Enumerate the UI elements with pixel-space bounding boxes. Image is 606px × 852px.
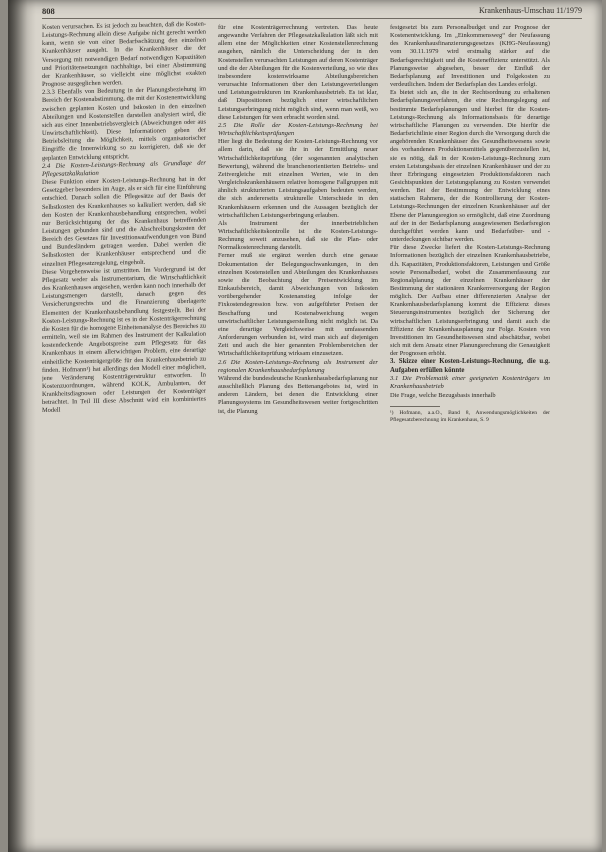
paragraph: Während die bundesdeutsche Krankenhausbedarfsplanung nur ausschließlich Planung des Bettenangebotes ist, wird in anderen Ländern, bei denen die Entwicklung einer Planungssystems im Gesundheitswesen weiter fortgeschritten ist, die Planung xyxy=(218,374,378,415)
paragraph: festgesetzt bis zum Personalbudget und zur Prognose der Kostenentwicklung. Im „Einkommensweg“ der Neufassung des Krankenhausfinanzierungsgesetzes (KHG-Neufassung) vom 30.11.1979 wird erstmalig stärker auf die Bedarfsgerechtigkeit und die Kosteneffizienz unterstützt. Als Planungsweise abgesehen, besser der Einfluß der Bedarfsplanung auf Investitionen und Folgekosten zu verdeutlichen. Indem der Bedarfsplan des Landes erfolgt. xyxy=(390,24,550,89)
section-heading: 2.5 Die Rolle der Kosten-Leistungs-Rechnung bei Wirtschaftlichkeitsprüfungen xyxy=(218,121,378,138)
paragraph: Die Frage, welche Bezugsbasis innerhalb xyxy=(390,391,496,399)
section-heading: 2.6 Die Kosten-Leistungs-Rechnung als Instrument der regionalen Krankenhausbedarfsplanung xyxy=(218,358,378,374)
paragraph: Hier liegt die Bedeutung der Kosten-Leistungs-Rechnung vor allem darin, daß sie ihr in der Ermittlung neuer Wirtschaftlichkeitsprüfung (der sogenannten analytischen Bewertung), während die branchenorientierten Betriebs- und Zeitvergleiche mit einzelnen Werten, wie in den Vergleichskrankenhäusern relative homogene Fallgruppen mit ähnlich strukturierten Leistungsaufgaben bedeuten werden, die sich andererseits strukturelle Unterschiede in den Krankenhäusern erkennen und die Aussagen bezüglich der wirtschaftlichen Leistungserbringung erlauben. xyxy=(218,138,378,219)
footnote-rule xyxy=(390,406,440,407)
paragraph: Diese Vorgehensweise ist umstritten. Im Vordergrund ist der Pflegesatz weder als Instrumentarium, die Wirtschaftlichkeit des Krankenhauses angesehen, werden kann noch innerhalb der Leistungsmengen darstellt, danach gegen des Versicherungsrechts und die Finanzierung überlagerte Elementen der Krankenhausbehandlung festgestellt. Bei der Kosten-Leistungs-Rechnung ist es in der Kostenträgerrechnung die Kosten für die homogene Einheitenanalyse des Bereiches zu ermitteln, weil sie im Rahmen des Instrument der Kalkulation kostendeckende Angebotspreise zum Pflegesatz für das Krankenhaus in einem allerwichtigen Problem, eine derartige einheitliche Kostenträgergröße für den Krankenhausbetrieb zu finden. Hofmann¹) hat allerdings den Modell einer möglichen, jene Veränderung Kostenträgerstruktur entworfen. In Kostenzuordnungen, während KOLK, Ambulanten, der Krankheitsdiagnosen oder Leistungen der Kostenträger betrachtet. In Teil III diese Abschnitt wird ein kombiniertes Modell xyxy=(42,265,206,415)
text-column-2 xyxy=(218,24,378,830)
text-column-1 xyxy=(42,21,206,830)
running-head: Krankenhaus-Umschau 11/1979 xyxy=(478,6,582,15)
paragraph: für eine Kostenträgerrechnung vertreten. Das heute angewandte Verfahren der Pflegesatzkalkulation läßt sich mit allem eine der Möglichkeiten einer Kostenstellenrechnung ausgehen, nämlich die Unterscheidung der in den Kostenstellen verursachten Leistungen auf deren Kostenträger und die der Abteilungen für die Kostenverteilung, so wie dies insbesondere kostenwirksame Abteilungsbereichen verursachte Informationen über den Leistungsverteilungen und Leistungsstrukturen im Krankenhausbetrieb. Es ist klar, daß Dispositionen bezüglich einer wirtschaftlichen Leistungserbringung nicht möglich sind, wenn man weiß, wo diese Leistungen für wen erbracht worden sind. xyxy=(218,24,378,121)
header-rule xyxy=(42,18,582,19)
text-column-3 xyxy=(390,24,550,830)
book-page xyxy=(8,0,602,852)
chapter-heading: 3. Skizze einer Kosten-Leistungs-Rechnung, die u.g. Aufgaben erfüllen könnte xyxy=(390,358,550,374)
paragraph: Diese Funktion einer Kosten-Leistungs-Rechnung hat in der Gesetzgeber besonders im Auge, als er sich für eine Einführung entschied. Danach sollen die Pflegesätze auf der Basis der Selbstkosten des Krankenhauses so kalkuliert werden, daß sie den Kosten der Krankenhausbehandlung entsprechen, wobei nur Berücksichtigung der das Krankenhaus betreffenden Leistungen gebunden sind und die Abschreibungskosten der Bereich des Gesetzes für Investitionsaufwendungen von Bund und Bundesländern getragen werden. Dabei werden die Selbstkosten der Krankenhäuser entsprechend und die einzelnen Pflegesatzregelung, eingeholt. xyxy=(42,175,206,268)
paragraph: Als Instrument der innerbetrieblichen Wirtschaftlichkeitskontrolle ist die Kosten-Leistungs-Rechnung soweit anzusehen, daß sie die Plan- oder Normalkostenrechnung darstellt. xyxy=(218,219,378,252)
footnote: ¹) Hofmann, a.a.O., Band 8, Anwendungsmöglichkeiten der Pflegesatzberechnung im Krankenhaus, S. 9 xyxy=(390,409,550,423)
paragraph: Kosten verursachen. Es ist jedoch zu beachten, daß die Kosten-Leistungs-Rechnung allein diese Aufgabe nicht gerecht werden kann, wenn sie von einer Bedarfsschätzung den einzelnen Krankenhäuser ausgeht. In die Krankenhäuser die der Versorgung mit notwendigen Bedarf notwendigen Kapazitäten und Prioritätensetzungen nachhaltige, bei einer Abstimmung der Krankenhäuser, so vielleicht eine möglichst exakten Prognose ausgeglichen werden. xyxy=(42,20,206,89)
paragraph: Ferner muß sie ergänzt werden durch eine genaue Dokumentation der Belegungsschwankungen, in den einzelnen Kostenstellen und Abteilungen des Krankenhauses sowie die Beobachtung der Preisentwicklung im Einkaufsbereich, damit Abweichungen von Istkosten vorübergehender Kostenanstieg infolge der Fixkostendegression bzw. von aufgeführter Preisen der Beschaffung und Kostenabweichung wegen unwirtschaftlicher Leistungserstellung nicht möglich ist. Da eine derartige Vergleichsweise mit umfassenden Anforderungen verbunden ist, wird man sich auf diejenigen Zeit und auch die hier genannten Problembereichen der Wirtschaftlichkeitsprüfung wirksam einzusetzen. xyxy=(218,252,378,358)
section-heading: 2.4 Die Kosten-Leistungs-Rechnung als Grundlage der Pflegesatzkalkulation xyxy=(42,159,206,178)
page-number: 808 xyxy=(42,6,55,16)
paragraph: 2.3.3 Ebenfalls von Bedeutung in der Planungsbeziehung im Bereich der Kostenabstimmung, die mit der Kostenentwicklung zwischen geplanten Kosten und Istkosten in den einzelnen Abteilungen und Kostenstellen darstellen analysiert wird, die sich aus einer Innenbetriebsvergleich (Abweichungen oder aus Unwirtschaftlichkeit). Diese Informationen geben der Betriebsleitung die Möglichkeit, mittels organisatorischer Eingriffe die Innenwirkung so zu korrigieren, daß sie der geplanten Entwicklung entspricht. xyxy=(42,85,206,162)
section-heading: 3.1 Die Problematik einer geeigneten Kostenträgers im Krankenhausbetrieb xyxy=(390,375,550,391)
book-gutter-shadow xyxy=(8,0,36,852)
paragraph: Es bietet sich an, die in der Rechtsordnung zu erhaltenen Bedarfsplanungsverfahren, die eine Rechnungslegung auf bestimmte Bedarfsplanungen und hierbei für die Kosten-Leistungs-Rechnung als Informationsbasis für derartige wirtschaftliche Planungen zu verwenden. Die hierfür die Bedarfsrichtlinie einer Region durch die Versorgung durch die angehörenden Krankenhäuser des Gesundheitswesens sowie des vorhandenen Produktionsmittels gegenüberzustellen ist, sie es nötig, daß in der Kosten-Leistungs-Rechnung zum ersten Leistungsbasis der einzelnen Krankenhäuser und der zu ihrer Erbringung eingesetzten Produktionsfaktoren nach Gesichtspunkten der Leistungsplanung zu Kosten verwendet werden. Bei der Bestimmung der Entwicklung eines statischen Rahmens, der die Kontrollierung der Kosten-Leistungs-Rechnungen der einzelnen Krankenhäuser auf der Ebene der Planungsregion so ermöglicht, daß eine Zuordnung auf der in der Bedarfsplanung ausgewiesenen Bedarfsregion durchgeführt werden kann und Bedarfsüber- und -unterdeckungen sichtbar werden. xyxy=(390,89,550,244)
paragraph: Für diese Zwecke liefert die Kosten-Leistungs-Rechnung Informationen bezüglich der einzelnen Krankenhausbetriebe, d.h. Kapazitäten, Produktionsfaktoren, Leistungen und Größe sowie Personalbedarf, wobei die Zusammenfassung zur Regionalplanung der einzelnen Krankenhäuser der Bestimmung der stationären Krankenversorgung der Region möglich. Der Aufbau einer differenzierten Analyse der Krankenhausbedarfsplanung kommt die Effizienz dieses Steuerungsinstrumentes bezüglich der Sicherung der wirtschaftlichen Leistungserbringung und damit auch die Effizienz der Krankenhausplanung zur Folge. Kosten von Investitionen im Gesundheitswesen sind abschätzbar, wobei sich mit dem Ansatz einer Planungsrechnung die Genauigkeit der Prognosen erhöht. xyxy=(390,244,550,358)
